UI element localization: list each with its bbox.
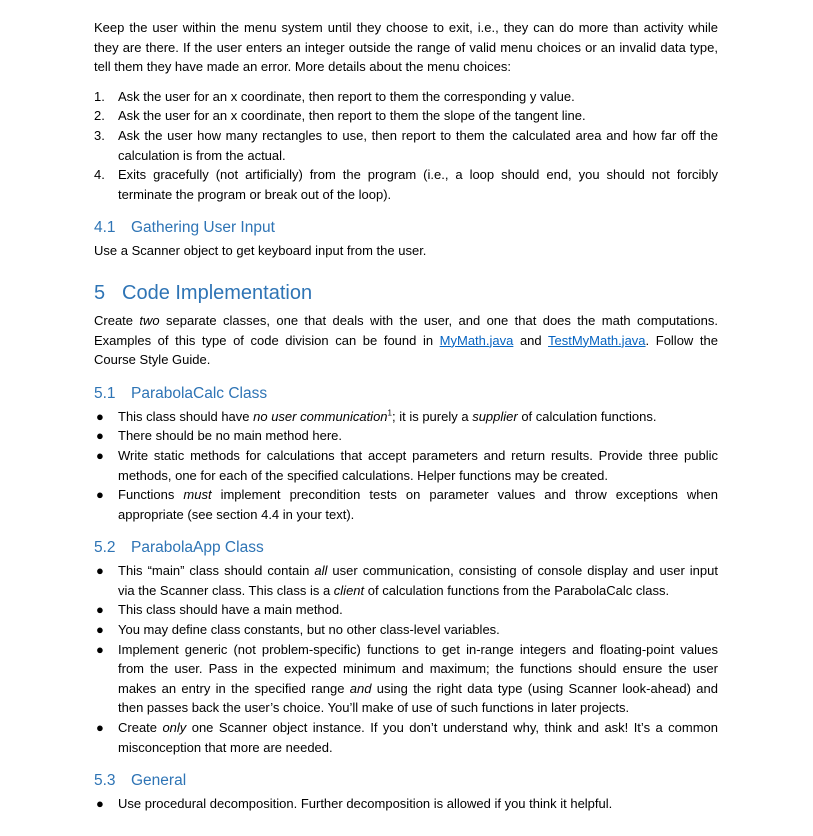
emphasis: no user communication <box>253 408 388 424</box>
list-item <box>94 87 718 107</box>
text-run: of calculation functions from the ParabolaCalc class. <box>364 582 670 598</box>
intro-paragraph: Keep the user within the menu system until they choose to exit, i.e., they can do more than activity while they are there. If the user enters an integer outside the range of valid menu choices or an invalid data type, tell them they have made an error. More details about the menu choices: <box>94 20 718 75</box>
section-title: General <box>131 772 187 790</box>
text-run: You may define class constants, but no other class-level variables. <box>118 622 500 638</box>
section-heading-5-2 <box>94 538 718 558</box>
list-item <box>94 165 718 204</box>
text-run: using the right data type (using Scanner look-ahead) and then passes back the user’s choice. You’ll make of use of such functions in later projects. <box>118 680 718 716</box>
section-title: ParabolaCalc Class <box>131 384 268 402</box>
emphasis: must <box>183 487 212 503</box>
list-item <box>94 126 718 165</box>
footnote-marker: 1 <box>387 408 392 418</box>
testmymath-link[interactable]: TestMyMath.java <box>548 332 646 348</box>
list-text: Ask the user for an x coordinate, then report to them the corresponding y value. <box>118 88 575 104</box>
text-run: one Scanner object instance. If you don’t understand why, think and ask! It’s a common misconception that more are needed. <box>118 720 718 755</box>
bullet-icon: ● <box>96 447 104 463</box>
text-run: separate classes, one that deals with the user, and one that does the math computations. Examples of this type of code division can be found in <box>94 312 718 348</box>
text-run: This class should have <box>118 408 254 424</box>
text-run: user communication, consisting of console display and user input via the Scanner class. This class is a <box>118 563 718 598</box>
section-heading-5-3 <box>94 771 718 791</box>
list-item <box>94 561 718 600</box>
section-heading-4-1 <box>94 218 718 238</box>
list-item <box>94 446 718 485</box>
section-heading-5 <box>94 280 718 306</box>
list-item <box>94 106 718 126</box>
parabolacalc-bullets <box>94 407 718 525</box>
text-run: implement precondition tests on parameter values and throw exceptions when appropriate (see section 4.4 in your text). <box>118 487 718 522</box>
list-number: 4. <box>94 167 105 183</box>
bullet-icon: ● <box>96 641 104 657</box>
list-text: Ask the user for an x coordinate, then report to them the slope of the tangent line. <box>118 108 586 124</box>
section-number: 5.2 <box>94 539 116 557</box>
emphasis: supplier <box>472 408 518 424</box>
text-run: This class should have a main method. <box>118 602 343 618</box>
list-item <box>94 640 718 718</box>
text-run: There should be no main method here. <box>118 428 343 444</box>
bullet-icon: ● <box>96 563 104 579</box>
parabolaapp-bullets <box>94 561 718 757</box>
list-text: Exits gracefully (not artificially) from the program (i.e., a loop should end, you should not forcibly terminate the program or break out of the loop). <box>118 167 718 202</box>
text-run: Write static methods for calculations that accept parameters and return results. Provide three public methods, one for each of the specified calculations. Helper functions may be created. <box>118 447 718 483</box>
mymath-link[interactable]: MyMath.java <box>439 332 514 348</box>
bullet-icon: ● <box>96 796 104 812</box>
list-number: 1. <box>94 88 105 104</box>
text-run: of calculation functions. <box>517 408 657 424</box>
bullet-icon: ● <box>96 602 104 618</box>
emphasis: only <box>162 720 187 736</box>
list-item <box>94 407 718 427</box>
section-number: 5.1 <box>94 384 116 402</box>
emphasis: and <box>349 680 372 696</box>
section-4-1-body: Use a Scanner object to get keyboard input from the user. <box>94 243 427 259</box>
text-run: Create <box>118 720 163 736</box>
section-title: Gathering User Input <box>131 219 275 237</box>
document-page <box>94 18 718 814</box>
bullet-icon: ● <box>96 487 104 503</box>
emphasis: all <box>314 563 328 579</box>
bullet-icon: ● <box>96 408 104 424</box>
list-item <box>94 620 718 640</box>
list-item <box>94 718 718 757</box>
emphasis: client <box>333 582 365 598</box>
list-item <box>94 794 718 814</box>
list-number: 3. <box>94 127 105 143</box>
list-text: Ask the user how many rectangles to use, then report to them the calculated area and how far off the calculation is from the actual. <box>118 127 718 163</box>
bullet-icon: ● <box>96 720 104 736</box>
menu-choices-list <box>94 87 718 205</box>
section-number: 5.3 <box>94 772 116 790</box>
list-number: 2. <box>94 108 105 124</box>
list-item <box>94 426 718 446</box>
section-number: 4.1 <box>94 219 116 237</box>
section-title: ParabolaApp Class <box>131 539 264 557</box>
text-run: This “main” class should contain <box>118 563 315 579</box>
emphasis: two <box>139 312 160 328</box>
bullet-icon: ● <box>96 622 104 638</box>
section-title: Code Implementation <box>122 281 313 304</box>
section-5-body <box>94 311 718 370</box>
general-bullets <box>94 794 718 814</box>
text-run: ; it is purely a <box>391 408 473 424</box>
text-run: Implement generic (not problem-specific) functions to get in-range integers and floating-point values from the user. Pass in the expected minimum and maximum; the functions should ensure the user makes an entry in the specified range <box>118 641 718 696</box>
list-item <box>94 600 718 620</box>
text-run: Functions <box>118 487 184 503</box>
text-run: . Follow the Course Style Guide. <box>94 332 718 368</box>
bullet-icon: ● <box>96 428 104 444</box>
text-run: Create <box>94 312 140 328</box>
list-item <box>94 485 718 524</box>
section-heading-5-1 <box>94 384 718 404</box>
section-number: 5 <box>94 281 106 304</box>
text-run: and <box>513 332 548 348</box>
text-run: Use procedural decomposition. Further decomposition is allowed if you think it helpful. <box>118 796 613 812</box>
